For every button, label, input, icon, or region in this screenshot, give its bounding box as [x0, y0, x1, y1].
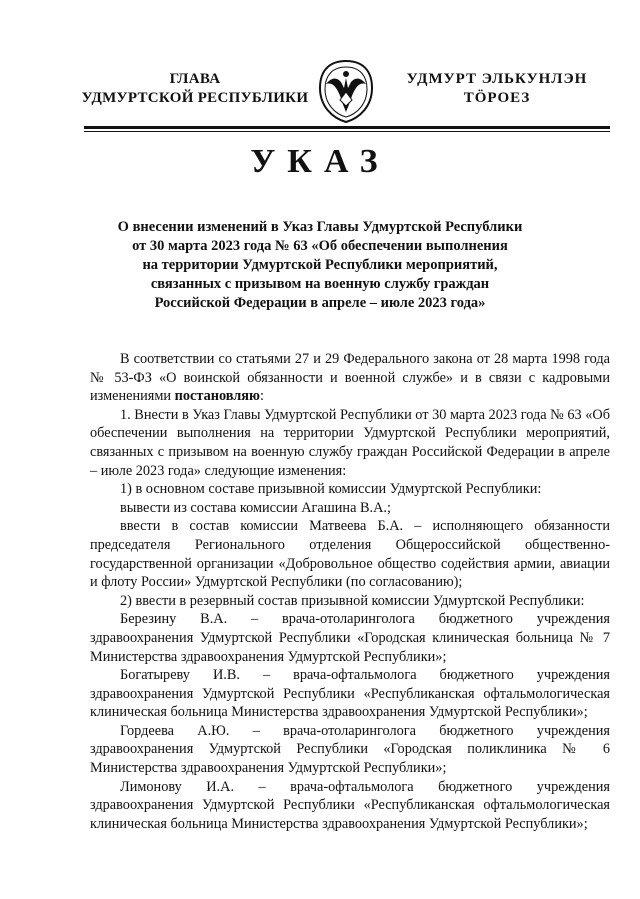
reserve-member-paragraph: Березину В.А. – врача-отоларинголога бюджетного учреждения здравоохранения Удмуртской Республики «Городская клиническая больница № 7 Министерства здравоохранения Удмуртской Республики»;	[90, 611, 610, 665]
issuer-title-line2: УДМУРТСКОЙ РЕСПУБЛИКИ	[81, 90, 309, 106]
preamble-text: В соответствии со статьями 27 и 29 Федерального закона от 28 марта 1998 года № 53-ФЗ «О воинской обязанности и военной службе» и в связи с кадровыми изменениями	[90, 351, 610, 405]
document-header	[0, 70, 640, 120]
item-1-paragraph: 1. Внести в Указ Главы Удмуртской Республики от 30 марта 2023 года № 63 «Об обеспечении выполнения на территории Удмуртской Республики мероприятий, связанных с призывом на военную службу граждан Российской Федерации в апреле – июле 2023 года» следующие изменения:	[90, 406, 610, 479]
reserve-member-paragraph: Лимонову И.А. – врача-офтальмолога бюджетного учреждения здравоохранения Удмуртской Республики «Республиканская офтальмологическая клиническая больница Министерства здравоохранения Удмуртской Республики»;	[90, 778, 610, 832]
issuer-russian	[80, 70, 310, 108]
document-type: УКАЗ	[250, 143, 390, 180]
remove-member-paragraph: вывести из состава комиссии Агашина В.А.;	[120, 499, 391, 516]
preamble-paragraph	[90, 350, 610, 406]
header-divider-thin	[84, 131, 610, 132]
document-title	[90, 218, 550, 313]
reserve-member-paragraph: Гордеева А.Ю. – врача-отоларинголога бюджетного учреждения здравоохранения Удмуртской Республики «Городская поликлиника № 6 Министерства здравоохранения Удмуртской Республики»;	[90, 722, 610, 777]
add-member-paragraph: ввести в состав комиссии Матвеева Б.А. – исполняющего обязанности председателя Регионального отделения Общероссийской общественно-государственной организации «Добровольное общество содействия армии, авиации и флоту России» Удмуртской Республики (по согласованию);	[90, 518, 610, 591]
title-line: связанных с призывом на военную службу граждан	[150, 276, 490, 292]
header-divider-thick	[84, 126, 610, 129]
issuer-udmurt-line2: ТӦРОЕЗ	[463, 90, 531, 106]
subitem-2-paragraph: 2) ввести в резервный состав призывной комиссии Удмуртской Республики:	[120, 592, 585, 609]
document-body	[90, 350, 610, 833]
subitem-1-paragraph: 1) в основном составе призывной комиссии Удмуртской Республики:	[120, 481, 542, 498]
issuer-udmurt-line1: УДМУРТ ЭЛЬКУНЛЭН	[406, 71, 588, 87]
title-line: от 30 марта 2023 года № 63 «Об обеспечении выполнения	[132, 238, 508, 254]
preamble-colon: :	[259, 388, 264, 405]
title-line: О внесении изменений в Указ Главы Удмуртской Республики	[117, 219, 523, 235]
issuer-udmurt	[392, 70, 602, 108]
title-line: Российской Федерации в апреле – июле 2023 года»	[154, 295, 486, 311]
resolution-word: постановляю	[174, 388, 260, 405]
reserve-member-paragraph: Богатыреву И.В. – врача-офтальмолога бюджетного учреждения здравоохранения Удмуртской Республики «Республиканская офтальмологическая клиническая больница Министерства здравоохранения Удмуртской Республики»;	[90, 667, 610, 721]
issuer-title-line1: ГЛАВА	[169, 71, 221, 87]
title-line: на территории Удмуртской Республики мероприятий,	[142, 257, 498, 273]
udmurtia-coat-of-arms-icon	[314, 58, 378, 124]
